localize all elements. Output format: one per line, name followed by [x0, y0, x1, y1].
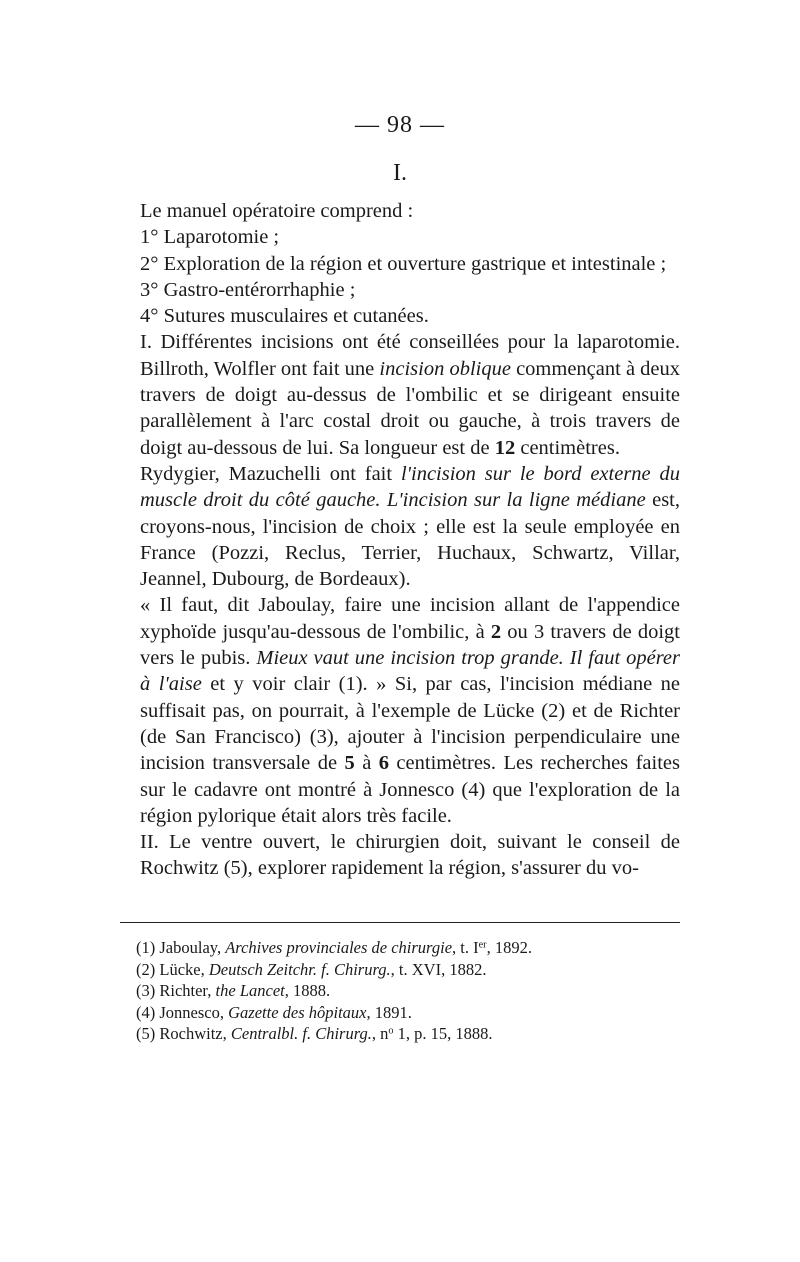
paragraph-text: et y voir clair (1). » Si, par cas, l'incision médiane ne suffisait pas, on pourrait, à l'exemple de Lücke (2) et de Richter (de San Francisco) (3), ajouter à l'incision perpendiculaire une incision transversale de	[140, 673, 680, 775]
footnote-title: the Lancet	[215, 981, 285, 1000]
footnote-text: (5) Rochwitz,	[136, 1024, 231, 1043]
paragraph	[120, 329, 680, 460]
bold-number: 6	[378, 752, 389, 775]
footnote-text: (2) Lücke,	[136, 959, 209, 979]
footnote-title: Centralbl. f. Chirurg.	[230, 1024, 372, 1043]
list-number: 3°	[140, 278, 159, 301]
footnote	[136, 980, 676, 1002]
paragraph	[120, 829, 680, 882]
emphasis-text: Mieux vaut une incision trop grande. Il faut opérer à l'aise	[140, 647, 680, 696]
footnote-text: (3) Richter,	[136, 981, 216, 1000]
footnote-divider	[120, 922, 680, 923]
footnote-text: (1) Jaboulay,	[136, 938, 226, 957]
footnote-title: Archives provinciales de chirurgie	[225, 938, 453, 957]
paragraph-text: à	[354, 752, 379, 775]
list-item	[120, 303, 680, 329]
footnote-text: , n	[371, 1024, 389, 1043]
list-item	[120, 251, 680, 277]
footnote-text: , t. XVI, 1882.	[390, 959, 487, 979]
bold-number: 12	[494, 436, 516, 459]
footnote-text: , 1891.	[366, 1002, 412, 1022]
footnote-text: (4) Jonnesco,	[136, 1002, 229, 1022]
list-text: Gastro-entérorrhaphie ;	[158, 278, 356, 301]
list-text: Exploration de la région et ouverture gastrique et intestinale ;	[158, 252, 667, 275]
bold-number: 5	[344, 752, 355, 775]
footnote-text: , 1888.	[284, 981, 331, 1000]
paragraph-text: I. Différentes incisions ont été conseillées pour la laparotomie. Billroth, Wolfler ont fait une	[140, 331, 680, 380]
paragraph	[120, 592, 680, 829]
paragraph-text: centimètres.	[515, 436, 620, 459]
emphasis-text: incision oblique	[379, 357, 511, 380]
body-text	[120, 198, 680, 882]
emphasis-text: l'incision sur le bord externe du muscle droit du côté gauche. L'incision sur la ligne médiane	[140, 462, 681, 512]
intro-line	[120, 198, 680, 224]
list-text: Laparotomie ;	[158, 226, 280, 249]
footnote-title: Deutsch Zeitchr. f. Chirurg.	[208, 959, 391, 979]
footnote	[136, 937, 676, 959]
footnote-text: 1, p. 15, 1888.	[393, 1024, 493, 1043]
paragraph-text: II. Le ventre ouvert, le chirurgien doit, suivant le conseil de Rochwitz (5), explorer rapidement la région, s'assurer du vo-	[140, 831, 680, 880]
footnote-title: Gazette des hôpitaux	[228, 1002, 367, 1022]
list-number: 4°	[140, 305, 159, 328]
paragraph-text: « Il faut, dit Jaboulay, faire une incision allant de l'appendice xyphoïde jusqu'au-dessous de l'ombilic, à	[140, 594, 680, 643]
paragraph-text: est, croyons-nous, l'incision de choix ; elle est la seule employée en France (Pozzi, Reclus, Terrier, Huchaux, Schwartz, Villar, Jeannel, Dubourg, de Bordeaux).	[140, 489, 680, 591]
paragraph-text: Rydygier, Mazuchelli ont fait	[140, 462, 401, 485]
paragraph-text: ou 3 travers de doigt vers le pubis.	[140, 620, 681, 670]
list-item	[120, 224, 680, 250]
footnote	[136, 959, 676, 981]
section-heading: I.	[393, 160, 407, 186]
footnote-text: , t. I	[452, 938, 479, 957]
list-number: 2°	[140, 252, 159, 275]
paragraph	[120, 461, 680, 592]
bold-number: 2	[490, 620, 502, 643]
list-text: Sutures musculaires et cutanées.	[158, 305, 429, 328]
footnote	[136, 1002, 676, 1024]
superscript: er	[478, 939, 487, 951]
paragraph-text: centimètres. Les recherches faites sur le cadavre ont montré à Jonnesco (4) que l'exploration de la région pylorique était alors très facile.	[140, 752, 680, 827]
paragraph-text: commençant à deux travers de doigt au-dessus de l'ombilic et se dirigeant ensuite parallèlement à l'arc costal droit ou gauche, à trois travers de doigt au-dessous de lui. Sa longueur est de	[140, 357, 681, 459]
intro-text: Le manuel opératoire comprend :	[140, 200, 414, 222]
list-item	[120, 277, 680, 303]
footnotes	[136, 937, 676, 1045]
footnote-text: , 1892.	[486, 938, 532, 957]
superscript: o	[388, 1025, 394, 1037]
page-number: — 98 —	[355, 112, 445, 138]
footnote	[136, 1023, 676, 1045]
list-number: 1°	[140, 226, 159, 249]
